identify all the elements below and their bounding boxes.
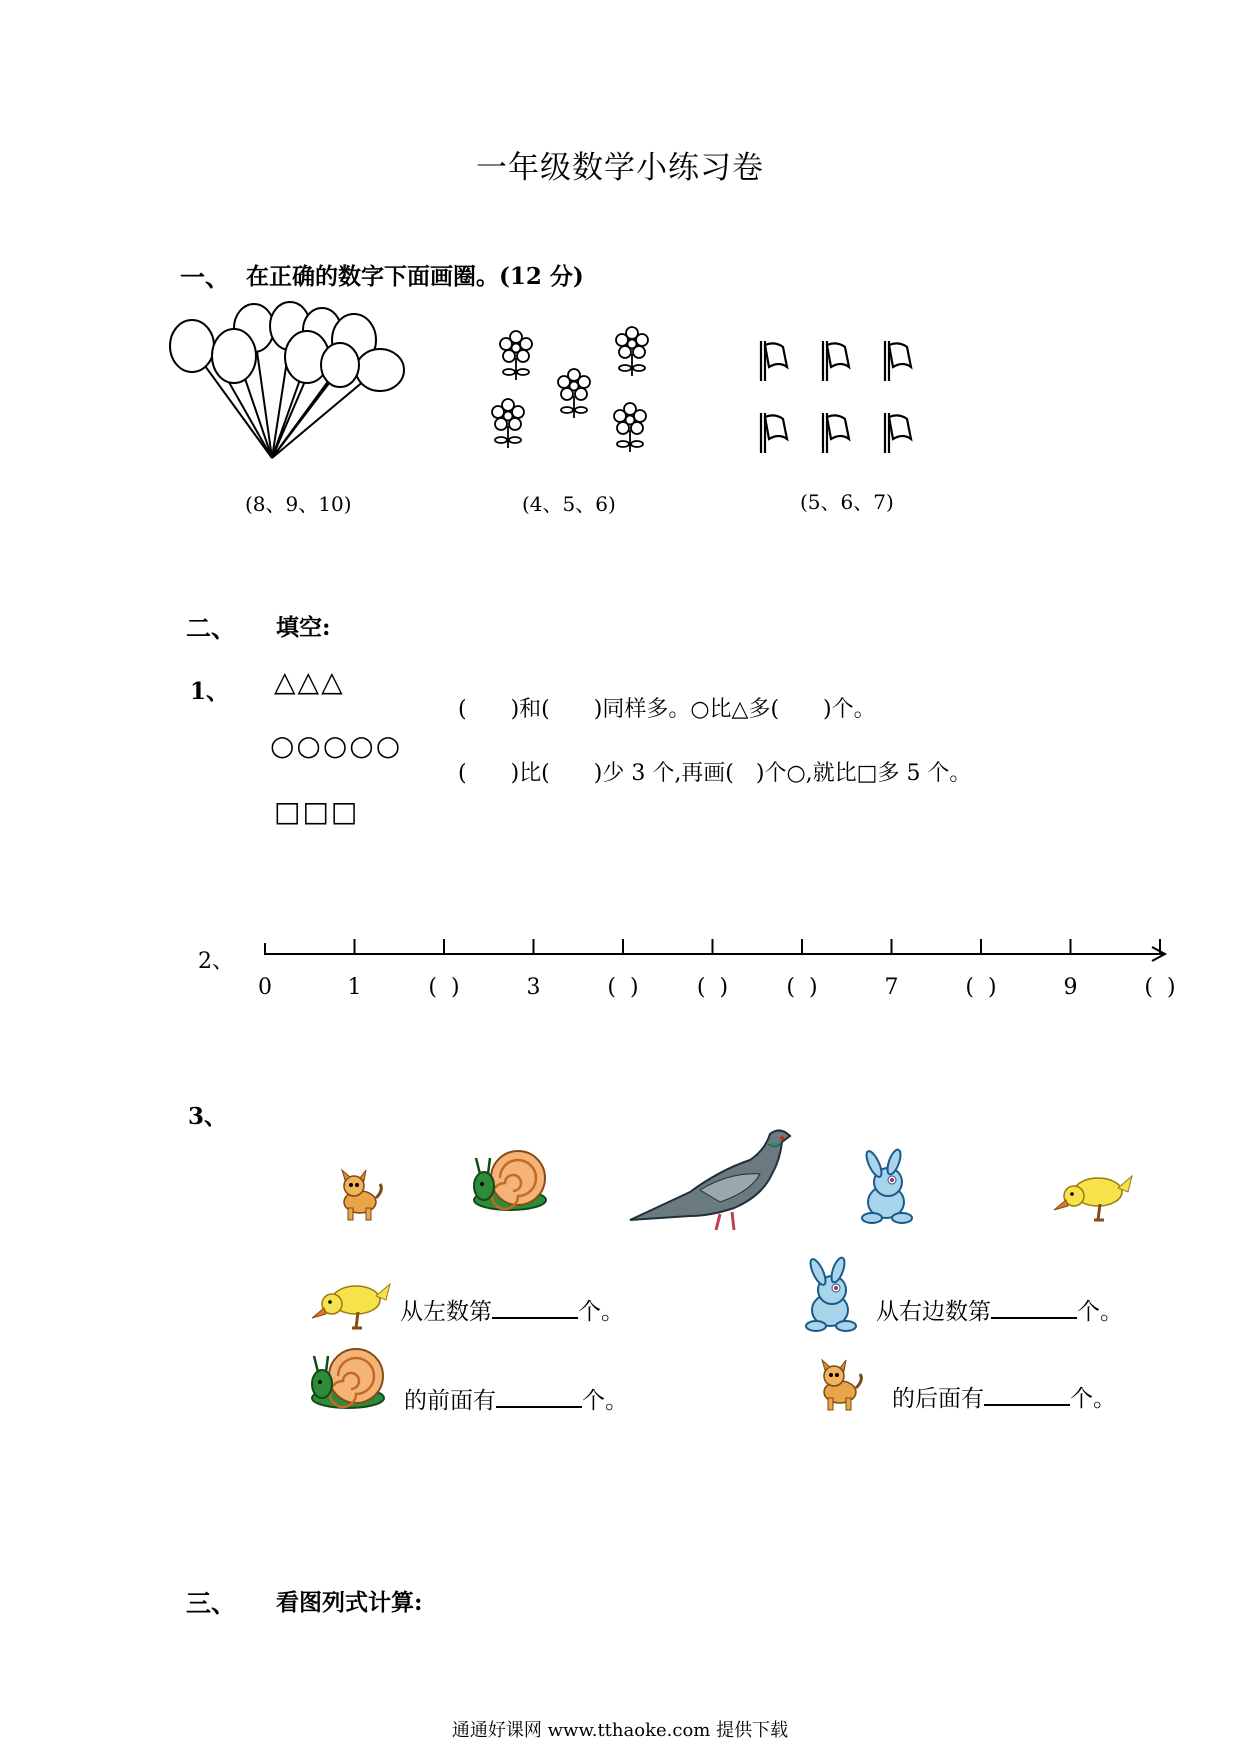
number-line-label: ( ) xyxy=(965,975,997,1000)
question-1-line-2: ( )比( )少 3 个,再画( )个○,就比□多 5 个。 xyxy=(458,761,972,786)
section-3-instruction: 看图列式计算: xyxy=(276,1589,423,1616)
choice-balloons: (8、9、10) xyxy=(245,492,352,516)
squares-row: □□□ xyxy=(274,795,360,828)
answer-blank-b[interactable] xyxy=(991,1295,1077,1319)
q3-statement-c: 的前面有 个。 xyxy=(404,1382,628,1415)
number-line-label: 3 xyxy=(526,975,541,1000)
section-2-number: 二、 xyxy=(186,614,237,643)
puppy-icon-small xyxy=(822,1360,861,1410)
number-line-label: ( ) xyxy=(428,975,460,1000)
snail-icon xyxy=(474,1151,546,1210)
choice-flowers: (4、5、6) xyxy=(522,492,616,516)
pigeon-icon xyxy=(630,1130,790,1230)
q3-statement-d: 的后面有 个。 xyxy=(892,1380,1116,1413)
duck-icon-small xyxy=(312,1284,390,1328)
number-line-label: 9 xyxy=(1063,975,1078,1000)
question-3-number: 3、 xyxy=(188,1103,228,1130)
q3-statement-a: 从左数第 个。 xyxy=(400,1293,624,1326)
footer: 通通好课网 www.tthaoke.com 提供下载 xyxy=(451,1720,789,1741)
puppy-icon xyxy=(342,1170,381,1220)
answer-blank-a[interactable] xyxy=(492,1295,578,1319)
number-line-label: 7 xyxy=(884,975,899,1000)
triangles-row: △△△ xyxy=(274,665,345,698)
rabbit-icon-small xyxy=(806,1256,856,1331)
section-1-instruction: 在正确的数字下面画圈。(12 分) xyxy=(246,263,584,290)
choice-flags: (5、6、7) xyxy=(800,490,894,514)
answer-blank-d[interactable] xyxy=(984,1382,1070,1406)
question-2-number: 2、 xyxy=(198,949,234,974)
snail-icon-small xyxy=(312,1349,384,1408)
number-line-label: 0 xyxy=(258,975,272,1000)
section-1-number: 一、 xyxy=(180,263,231,292)
page-title: 一年级数学小练习卷 xyxy=(476,150,764,186)
q3-statement-b: 从右边数第 个。 xyxy=(876,1293,1123,1326)
question-1-line-1: ( )和( )同样多。○比△多( )个。 xyxy=(458,697,876,722)
question-1-number: 1、 xyxy=(190,678,230,705)
number-line-label: ( ) xyxy=(786,975,818,1000)
number-line-label: ( ) xyxy=(607,975,639,1000)
section-2-instruction: 填空: xyxy=(276,614,331,641)
section-3-number: 三、 xyxy=(186,1589,237,1618)
number-line-label: 1 xyxy=(347,975,362,1000)
number-line-label: ( ) xyxy=(1144,975,1176,1000)
circles-row: ○○○○○ xyxy=(270,729,403,762)
number-line-label: ( ) xyxy=(696,975,729,1000)
rabbit-icon xyxy=(862,1148,912,1223)
answer-blank-c[interactable] xyxy=(496,1384,582,1408)
duck-icon xyxy=(1054,1176,1132,1220)
